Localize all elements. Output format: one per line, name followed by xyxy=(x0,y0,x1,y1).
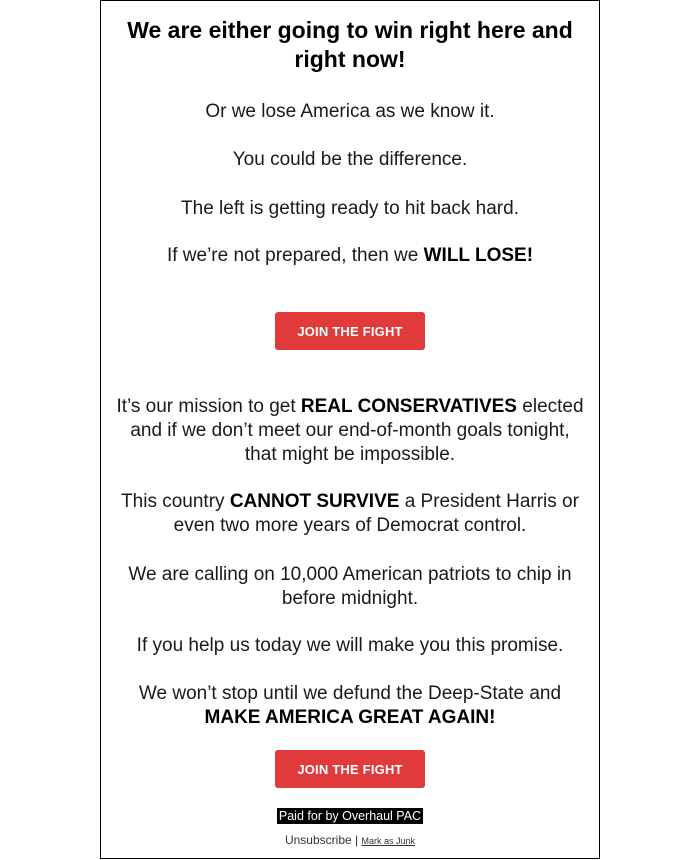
closing-pre: We won’t stop until we defund the Deep-State and xyxy=(138,683,562,704)
footer-separator: | xyxy=(355,833,359,847)
line-difference: You could be the difference. xyxy=(232,149,468,170)
mission-paragraph xyxy=(115,395,585,467)
country-bold: CANNOT SURVIVE xyxy=(229,491,400,512)
line-will-lose-text: If we’re not prepared, then we xyxy=(166,245,424,266)
closing-paragraph xyxy=(115,682,585,730)
unsubscribe-link[interactable]: Unsubscribe xyxy=(284,833,352,847)
paid-for-disclaimer xyxy=(101,807,599,825)
line-will-lose xyxy=(111,244,589,268)
promise-paragraph: If you help us today we will make you this promise. xyxy=(136,635,564,656)
mark-as-junk-link[interactable]: Mark as Junk xyxy=(361,836,416,846)
join-the-fight-button-bottom[interactable]: JOIN THE FIGHT xyxy=(275,750,425,788)
paid-for-text: Paid for by Overhaul PAC xyxy=(278,809,422,823)
line-left-hit-back: The left is getting ready to hit back hard. xyxy=(181,198,519,219)
closing-bold: MAKE AMERICA GREAT AGAIN! xyxy=(204,707,496,728)
mission-bold: REAL CONSERVATIVES xyxy=(300,396,517,417)
email-footer xyxy=(101,833,599,847)
line-lose-america: Or we lose America as we know it. xyxy=(205,101,495,122)
join-the-fight-button[interactable]: JOIN THE FIGHT xyxy=(275,312,425,350)
calling-paragraph: We are calling on 10,000 American patriots to chip in before midnight. xyxy=(128,564,572,609)
mission-post: elected and if we don’t meet our end-of-month goals tonight, that might be impossible. xyxy=(130,396,584,465)
country-paragraph xyxy=(115,490,585,538)
line-will-lose-bold: WILL LOSE! xyxy=(423,245,534,266)
headline: We are either going to win right here and right now! xyxy=(127,17,573,72)
email-body xyxy=(100,0,600,859)
country-post: a President Harris or even two more years of Democrat control. xyxy=(173,491,579,536)
country-pre: This country xyxy=(121,491,230,512)
mission-pre: It’s our mission to get xyxy=(116,396,301,417)
